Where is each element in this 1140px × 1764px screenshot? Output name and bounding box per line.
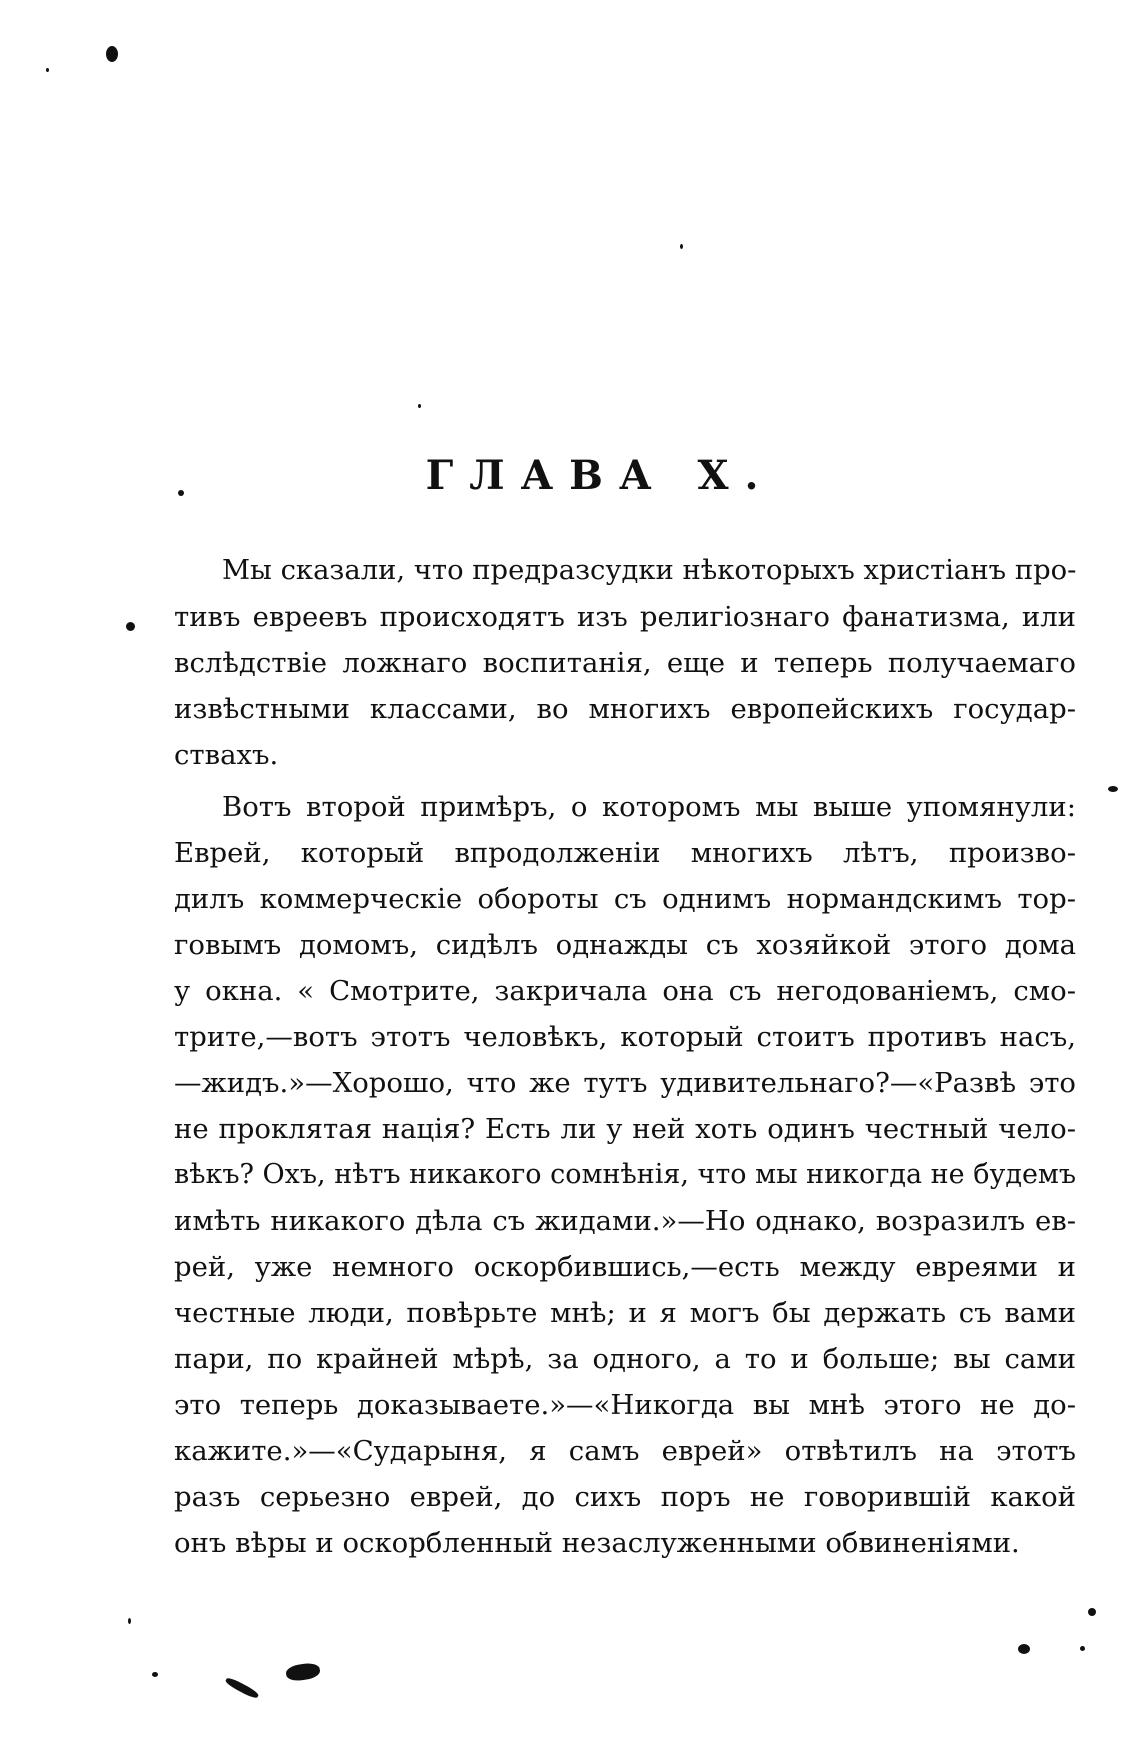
ink-speck xyxy=(418,404,421,408)
text-line: разъ серьезно еврей, до сихъ поръ не говорившій какой xyxy=(174,1481,1076,1513)
text-line: онъ вѣры и оскорбленный незаслуженными обвиненіями. xyxy=(174,1527,1020,1559)
text-line: не проклятая нація? Есть ли у ней хоть одинъ честный чело- xyxy=(174,1113,1076,1145)
ink-speck xyxy=(680,244,683,249)
ink-speck xyxy=(126,622,135,631)
text-line: —жидъ.»—Хорошо, что же тутъ удивительнаго?—«Развѣ это xyxy=(174,1067,1076,1099)
text-line: дилъ коммерческіе обороты съ однимъ нормандскимъ тор- xyxy=(174,883,1076,915)
ink-blot xyxy=(285,1662,321,1683)
text-line: пари, по крайней мѣрѣ, за одного, а то и больше; вы сами xyxy=(174,1343,1076,1375)
ink-blot xyxy=(224,1676,260,1700)
text-line: Мы сказали, что предразсудки нѣкоторыхъ христіанъ про- xyxy=(222,555,1077,586)
ink-speck xyxy=(1018,1644,1030,1654)
ink-speck xyxy=(178,490,184,496)
text-line: имѣть никакого дѣла съ жидами.»—Но однако, возразилъ ев- xyxy=(174,1205,1076,1237)
ink-speck xyxy=(46,68,49,72)
text-line: трите,—вотъ этотъ человѣкъ, который стоитъ противъ насъ, xyxy=(174,1021,1076,1053)
text-line: говымъ домомъ, сидѣлъ однажды съ хозяйкой этого дома xyxy=(174,929,1076,961)
text-line: тивъ евреевъ происходятъ изъ религіознаго фанатизма, или xyxy=(174,601,1076,633)
text-line: Еврей, который впродолженіи многихъ лѣтъ, произво- xyxy=(174,837,1076,869)
paragraph-1 xyxy=(174,548,1076,778)
ink-speck xyxy=(1088,1608,1096,1616)
ink-speck xyxy=(152,1672,158,1677)
text-line: кажите.»—«Сударыня, я самъ еврей» отвѣтилъ на этотъ xyxy=(174,1435,1076,1467)
text-line: вслѣдствіе ложнаго воспитанія, еще и теперь получаемаго xyxy=(174,647,1076,679)
text-line: вѣкъ? Охъ, нѣтъ никакого сомнѣнія, что мы никогда не будемъ xyxy=(174,1159,1077,1190)
text-line: у окна. « Смотрите, закричала она съ негодованіемъ, смо- xyxy=(174,975,1076,1007)
ink-speck xyxy=(1108,786,1118,792)
body-text xyxy=(174,548,1076,1566)
ink-speck xyxy=(106,46,118,62)
text-line: Вотъ второй примѣръ, о которомъ мы выше упомянули: xyxy=(222,791,1076,823)
text-line: извѣстными классами, во многихъ европейскихъ государ- xyxy=(174,693,1076,725)
ink-speck xyxy=(128,1618,131,1624)
paragraph-2 xyxy=(174,784,1076,1566)
chapter-title: ГЛАВА Х. xyxy=(425,452,775,499)
text-line: честные люди, повѣрьте мнѣ; и я могъ бы держать съ вами xyxy=(174,1297,1076,1329)
text-line: рей, уже немного оскорбившись,—есть между евреями и xyxy=(174,1251,1076,1283)
ink-speck xyxy=(1080,1646,1085,1651)
text-line: ствахъ. xyxy=(174,739,279,771)
text-line: это теперь доказываете.»—«Никогда вы мнѣ этого не до- xyxy=(174,1389,1076,1421)
